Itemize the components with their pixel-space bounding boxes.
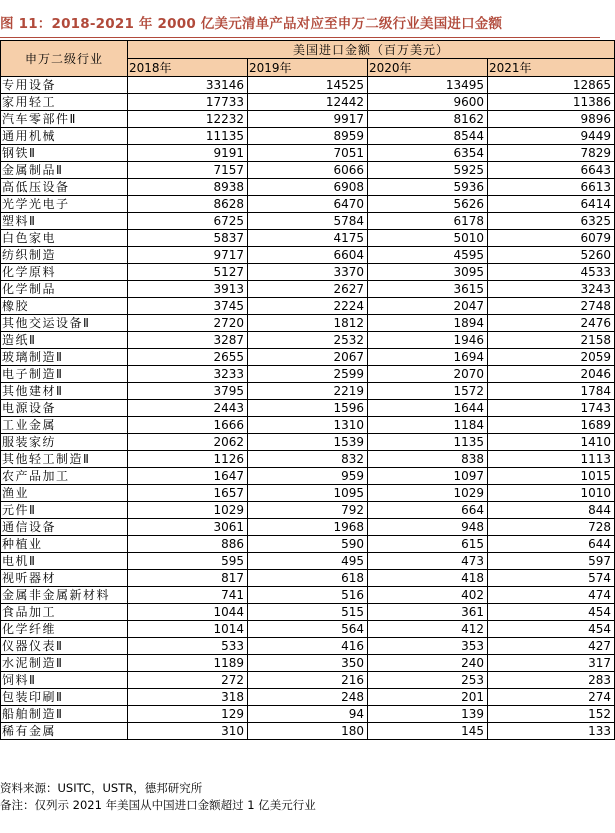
amount-cell: 3370 (248, 264, 368, 281)
industry-name-cell: 电机Ⅱ (1, 553, 128, 570)
table-row (1, 315, 615, 332)
table-row (1, 111, 615, 128)
amount-cell: 4533 (488, 264, 615, 281)
amount-cell: 515 (248, 604, 368, 621)
amount-cell: 644 (488, 536, 615, 553)
amount-cell: 3745 (128, 298, 248, 315)
industry-name-cell: 汽车零部件Ⅱ (1, 111, 128, 128)
industry-name-cell: 农产品加工 (1, 468, 128, 485)
amount-cell: 3061 (128, 519, 248, 536)
industry-name-cell: 化学纤维 (1, 621, 128, 638)
amount-cell: 473 (368, 553, 488, 570)
industry-name-cell: 其他交运设备Ⅱ (1, 315, 128, 332)
amount-cell: 1410 (488, 434, 615, 451)
amount-cell: 5925 (368, 162, 488, 179)
amount-cell: 2748 (488, 298, 615, 315)
amount-cell: 1647 (128, 468, 248, 485)
amount-cell: 792 (248, 502, 368, 519)
amount-cell: 240 (368, 655, 488, 672)
amount-cell: 5010 (368, 230, 488, 247)
amount-cell: 94 (248, 706, 368, 723)
amount-cell: 1657 (128, 485, 248, 502)
amount-cell: 253 (368, 672, 488, 689)
amount-cell: 6066 (248, 162, 368, 179)
table-row (1, 298, 615, 315)
amount-cell: 129 (128, 706, 248, 723)
table-row (1, 451, 615, 468)
amount-cell: 1946 (368, 332, 488, 349)
table-row (1, 706, 615, 723)
table-row (1, 400, 615, 417)
industry-name-cell: 电子制造Ⅱ (1, 366, 128, 383)
amount-cell: 17733 (128, 94, 248, 111)
table-row (1, 332, 615, 349)
amount-cell: 1743 (488, 400, 615, 417)
amount-cell: 1666 (128, 417, 248, 434)
industry-name-cell: 视听器材 (1, 570, 128, 587)
amount-cell: 9917 (248, 111, 368, 128)
amount-cell: 5626 (368, 196, 488, 213)
amount-cell: 2224 (248, 298, 368, 315)
amount-cell: 9449 (488, 128, 615, 145)
amount-cell: 2059 (488, 349, 615, 366)
amount-cell: 13495 (368, 77, 488, 94)
amount-cell: 5127 (128, 264, 248, 281)
amount-cell: 4175 (248, 230, 368, 247)
amount-cell: 574 (488, 570, 615, 587)
amount-cell: 5936 (368, 179, 488, 196)
table-row (1, 434, 615, 451)
table-row (1, 485, 615, 502)
amount-cell: 7157 (128, 162, 248, 179)
table-row (1, 281, 615, 298)
table-row (1, 162, 615, 179)
industry-name-cell: 化学原料 (1, 264, 128, 281)
amount-cell: 474 (488, 587, 615, 604)
amount-cell: 152 (488, 706, 615, 723)
amount-cell: 1097 (368, 468, 488, 485)
amount-cell: 4595 (368, 247, 488, 264)
table-header (1, 41, 615, 77)
amount-cell: 6470 (248, 196, 368, 213)
amount-cell: 33146 (128, 77, 248, 94)
amount-cell: 1044 (128, 604, 248, 621)
amount-cell: 1689 (488, 417, 615, 434)
footnotes (0, 780, 316, 814)
amount-cell: 664 (368, 502, 488, 519)
table-row (1, 417, 615, 434)
table-row (1, 128, 615, 145)
amount-cell: 2720 (128, 315, 248, 332)
industry-name-cell: 造纸Ⅱ (1, 332, 128, 349)
amount-cell: 412 (368, 621, 488, 638)
year-header: 2021年 (488, 59, 615, 77)
amount-cell: 7829 (488, 145, 615, 162)
amount-cell: 318 (128, 689, 248, 706)
amount-cell: 3095 (368, 264, 488, 281)
table-row (1, 655, 615, 672)
amount-cell: 8938 (128, 179, 248, 196)
industry-name-cell: 船舶制造Ⅱ (1, 706, 128, 723)
industry-name-cell: 金属制品Ⅱ (1, 162, 128, 179)
amount-cell: 272 (128, 672, 248, 689)
industry-column-header: 申万二级行业 (1, 41, 128, 77)
amount-cell: 590 (248, 536, 368, 553)
table-row (1, 570, 615, 587)
amount-cell: 6079 (488, 230, 615, 247)
amount-cell: 2062 (128, 434, 248, 451)
industry-name-cell: 其他轻工制造Ⅱ (1, 451, 128, 468)
amount-cell: 418 (368, 570, 488, 587)
table-row (1, 264, 615, 281)
amount-cell: 1029 (368, 485, 488, 502)
amount-cell: 14525 (248, 77, 368, 94)
amount-cell: 3243 (488, 281, 615, 298)
industry-name-cell: 水泥制造Ⅱ (1, 655, 128, 672)
amount-cell: 427 (488, 638, 615, 655)
amount-cell: 618 (248, 570, 368, 587)
amount-cell: 2532 (248, 332, 368, 349)
amount-cell: 353 (368, 638, 488, 655)
amount-cell: 180 (248, 723, 368, 740)
amount-cell: 817 (128, 570, 248, 587)
amount-cell: 310 (128, 723, 248, 740)
amount-cell: 402 (368, 587, 488, 604)
industry-name-cell: 纺织制造 (1, 247, 128, 264)
amount-cell: 1135 (368, 434, 488, 451)
industry-name-cell: 电源设备 (1, 400, 128, 417)
amount-cell: 495 (248, 553, 368, 570)
amount-cell: 2655 (128, 349, 248, 366)
table-row (1, 94, 615, 111)
amount-cell: 2070 (368, 366, 488, 383)
amount-cell: 5260 (488, 247, 615, 264)
amount-cell: 6414 (488, 196, 615, 213)
amount-cell: 1184 (368, 417, 488, 434)
amount-cell: 1968 (248, 519, 368, 536)
industry-name-cell: 仪器仪表Ⅱ (1, 638, 128, 655)
industry-name-cell: 橡胶 (1, 298, 128, 315)
amount-cell: 8162 (368, 111, 488, 128)
table-row (1, 587, 615, 604)
amount-cell: 6725 (128, 213, 248, 230)
industry-name-cell: 玻璃制造Ⅱ (1, 349, 128, 366)
table-row (1, 77, 615, 94)
table-row (1, 723, 615, 740)
industry-name-cell: 渔业 (1, 485, 128, 502)
table-row (1, 179, 615, 196)
amount-cell: 317 (488, 655, 615, 672)
amount-cell: 1113 (488, 451, 615, 468)
amount-cell: 6643 (488, 162, 615, 179)
table-container (0, 40, 612, 740)
amount-cell: 9717 (128, 247, 248, 264)
amount-cell: 1029 (128, 502, 248, 519)
amount-cell: 201 (368, 689, 488, 706)
amount-cell: 1596 (248, 400, 368, 417)
table-row (1, 621, 615, 638)
amount-cell: 9896 (488, 111, 615, 128)
amount-cell: 1539 (248, 434, 368, 451)
import-amount-group-header: 美国进口金额（百万美元） (128, 41, 615, 59)
amount-cell: 3913 (128, 281, 248, 298)
amount-cell: 3615 (368, 281, 488, 298)
amount-cell: 274 (488, 689, 615, 706)
table-row (1, 383, 615, 400)
year-header: 2019年 (248, 59, 368, 77)
amount-cell: 454 (488, 604, 615, 621)
amount-cell: 1894 (368, 315, 488, 332)
amount-cell: 1010 (488, 485, 615, 502)
amount-cell: 2158 (488, 332, 615, 349)
table-row (1, 689, 615, 706)
amount-cell: 350 (248, 655, 368, 672)
table-row (1, 213, 615, 230)
table-row (1, 349, 615, 366)
table-row (1, 468, 615, 485)
industry-name-cell: 塑料Ⅱ (1, 213, 128, 230)
amount-cell: 597 (488, 553, 615, 570)
import-table (0, 40, 615, 740)
amount-cell: 2476 (488, 315, 615, 332)
amount-cell: 3233 (128, 366, 248, 383)
industry-name-cell: 化学制品 (1, 281, 128, 298)
amount-cell: 6325 (488, 213, 615, 230)
table-row (1, 638, 615, 655)
amount-cell: 8628 (128, 196, 248, 213)
amount-cell: 12865 (488, 77, 615, 94)
amount-cell: 1126 (128, 451, 248, 468)
title-divider (0, 37, 600, 38)
industry-name-cell: 金属非金属新材料 (1, 587, 128, 604)
amount-cell: 3287 (128, 332, 248, 349)
amount-cell: 248 (248, 689, 368, 706)
table-row (1, 196, 615, 213)
table-row (1, 672, 615, 689)
amount-cell: 454 (488, 621, 615, 638)
table-row (1, 502, 615, 519)
amount-cell: 283 (488, 672, 615, 689)
amount-cell: 11135 (128, 128, 248, 145)
industry-name-cell: 饲料Ⅱ (1, 672, 128, 689)
amount-cell: 139 (368, 706, 488, 723)
industry-name-cell: 工业金属 (1, 417, 128, 434)
amount-cell: 416 (248, 638, 368, 655)
industry-name-cell: 通用机械 (1, 128, 128, 145)
amount-cell: 145 (368, 723, 488, 740)
amount-cell: 6178 (368, 213, 488, 230)
industry-name-cell: 其他建材Ⅱ (1, 383, 128, 400)
industry-name-cell: 元件Ⅱ (1, 502, 128, 519)
amount-cell: 516 (248, 587, 368, 604)
amount-cell: 11386 (488, 94, 615, 111)
table-row (1, 536, 615, 553)
amount-cell: 216 (248, 672, 368, 689)
industry-name-cell: 光学光电子 (1, 196, 128, 213)
amount-cell: 886 (128, 536, 248, 553)
amount-cell: 1014 (128, 621, 248, 638)
amount-cell: 361 (368, 604, 488, 621)
amount-cell: 9191 (128, 145, 248, 162)
amount-cell: 2443 (128, 400, 248, 417)
amount-cell: 1784 (488, 383, 615, 400)
table-row (1, 230, 615, 247)
amount-cell: 7051 (248, 145, 368, 162)
amount-cell: 2599 (248, 366, 368, 383)
table-row (1, 366, 615, 383)
amount-cell: 2219 (248, 383, 368, 400)
industry-name-cell: 专用设备 (1, 77, 128, 94)
amount-cell: 838 (368, 451, 488, 468)
industry-name-cell: 通信设备 (1, 519, 128, 536)
industry-name-cell: 高低压设备 (1, 179, 128, 196)
amount-cell: 6604 (248, 247, 368, 264)
amount-cell: 6354 (368, 145, 488, 162)
amount-cell: 564 (248, 621, 368, 638)
amount-cell: 6908 (248, 179, 368, 196)
table-body (1, 77, 615, 740)
amount-cell: 6613 (488, 179, 615, 196)
amount-cell: 741 (128, 587, 248, 604)
table-row (1, 145, 615, 162)
table-row (1, 247, 615, 264)
industry-name-cell: 包装印刷Ⅱ (1, 689, 128, 706)
amount-cell: 12232 (128, 111, 248, 128)
amount-cell: 2067 (248, 349, 368, 366)
amount-cell: 615 (368, 536, 488, 553)
remark-note: 备注：仅列示 2021 年美国从中国进口金额超过 1 亿美元行业 (0, 798, 316, 812)
industry-name-cell: 种植业 (1, 536, 128, 553)
amount-cell: 533 (128, 638, 248, 655)
industry-name-cell: 家用轻工 (1, 94, 128, 111)
amount-cell: 948 (368, 519, 488, 536)
amount-cell: 728 (488, 519, 615, 536)
industry-name-cell: 钢铁Ⅱ (1, 145, 128, 162)
amount-cell: 5837 (128, 230, 248, 247)
amount-cell: 1310 (248, 417, 368, 434)
amount-cell: 133 (488, 723, 615, 740)
table-row (1, 519, 615, 536)
amount-cell: 2627 (248, 281, 368, 298)
amount-cell: 1644 (368, 400, 488, 417)
industry-name-cell: 稀有金属 (1, 723, 128, 740)
industry-name-cell: 白色家电 (1, 230, 128, 247)
amount-cell: 1095 (248, 485, 368, 502)
amount-cell: 1812 (248, 315, 368, 332)
year-header: 2020年 (368, 59, 488, 77)
amount-cell: 844 (488, 502, 615, 519)
amount-cell: 595 (128, 553, 248, 570)
amount-cell: 1694 (368, 349, 488, 366)
industry-name-cell: 服装家纺 (1, 434, 128, 451)
table-row (1, 553, 615, 570)
amount-cell: 12442 (248, 94, 368, 111)
amount-cell: 1015 (488, 468, 615, 485)
amount-cell: 2046 (488, 366, 615, 383)
amount-cell: 8544 (368, 128, 488, 145)
amount-cell: 832 (248, 451, 368, 468)
amount-cell: 9600 (368, 94, 488, 111)
amount-cell: 5784 (248, 213, 368, 230)
amount-cell: 8959 (248, 128, 368, 145)
amount-cell: 2047 (368, 298, 488, 315)
figure-title: 图 11：2018-2021 年 2000 亿美元清单产品对应至申万二级行业美国进口金额 (0, 16, 503, 32)
amount-cell: 1572 (368, 383, 488, 400)
amount-cell: 959 (248, 468, 368, 485)
year-header: 2018年 (128, 59, 248, 77)
amount-cell: 1189 (128, 655, 248, 672)
amount-cell: 3795 (128, 383, 248, 400)
industry-name-cell: 食品加工 (1, 604, 128, 621)
table-row (1, 604, 615, 621)
source-note: 资料来源：USITC，USTR，德邦研究所 (0, 781, 203, 795)
